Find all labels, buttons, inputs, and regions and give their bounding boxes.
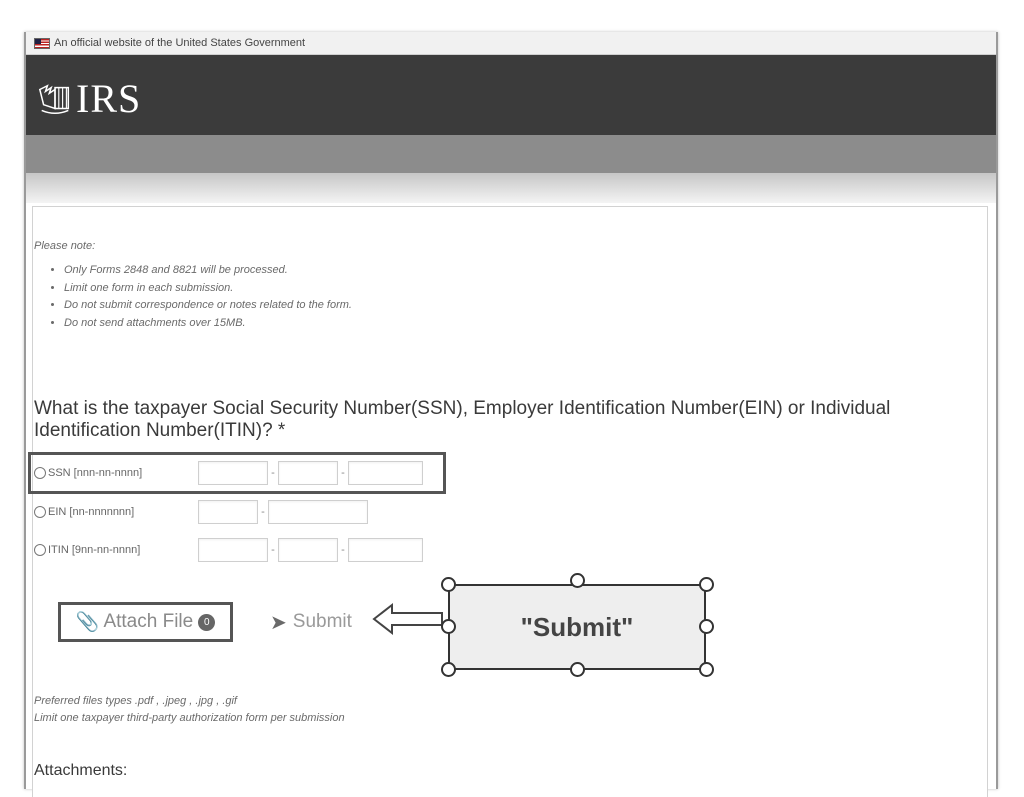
note-item: • Only Forms 2848 and 8821 will be processed.: [64, 262, 352, 280]
resize-handle: [441, 577, 456, 592]
resize-handle: [570, 573, 585, 588]
ssn-highlight-box: [28, 452, 446, 494]
resize-handle: [699, 619, 714, 634]
resize-handle: [699, 662, 714, 677]
itin-label: ITIN [9nn-nn-nnnn]: [48, 544, 141, 556]
callout-label: "Submit": [520, 611, 634, 642]
note-item: • Do not submit correspondence or notes related to the form.: [64, 297, 352, 315]
note-title: Please note:: [34, 240, 96, 252]
ein-label: EIN [nn-nnnnnnn]: [48, 506, 135, 518]
nav-bar: [26, 135, 996, 173]
irs-logo[interactable]: [36, 75, 141, 122]
itin-radio[interactable]: [34, 544, 46, 556]
ein-part1-input[interactable]: [198, 500, 258, 524]
taxpayer-id-question: What is the taxpayer Social Security Number(SSN), Employer Identification Number(EIN) or Individual Identification Number(ITIN)? *: [34, 398, 891, 441]
note-item: • Do not send attachments over 15MB.: [64, 315, 352, 333]
itin-part3-input[interactable]: [348, 538, 423, 562]
ssn-label: SSN [nnn-nn-nnnn]: [48, 467, 143, 479]
ein-row: [34, 497, 368, 527]
note-item: • Limit one form in each submission.: [64, 280, 352, 298]
submit-button[interactable]: [270, 605, 352, 639]
eagle-icon: [36, 80, 74, 118]
note-list: [34, 262, 352, 332]
attach-file-button[interactable]: [58, 602, 233, 642]
dash-separator: -: [341, 544, 345, 556]
ein-radio[interactable]: [34, 506, 46, 518]
file-types-note: Preferred files types .pdf , .jpeg , .jpg , .gif: [34, 695, 237, 707]
gov-banner: [26, 32, 996, 55]
irs-wordmark: IRS: [76, 76, 142, 121]
dash-separator: -: [261, 506, 265, 518]
nav-bar-shadow: [26, 173, 996, 203]
dash-separator: -: [271, 544, 275, 556]
dash-separator: -: [341, 467, 345, 479]
paper-plane-icon: ➤: [270, 611, 287, 634]
left-arrow-icon: [372, 602, 444, 636]
file-notes: [34, 693, 345, 727]
submit-callout-box: [448, 584, 706, 670]
paperclip-icon: 📎: [75, 612, 100, 633]
ein-part2-input[interactable]: [268, 500, 368, 524]
attachments-heading: Attachments:: [34, 762, 128, 779]
itin-part2-input[interactable]: [278, 538, 338, 562]
submit-label: Submit: [292, 611, 352, 632]
dash-separator: -: [271, 467, 275, 479]
itin-part1-input[interactable]: [198, 538, 268, 562]
site-header: [26, 55, 996, 135]
resize-handle: [570, 662, 585, 677]
attach-file-label: Attach File: [103, 611, 194, 632]
resize-handle: [441, 619, 456, 634]
resize-handle: [441, 662, 456, 677]
itin-row: [34, 535, 423, 565]
resize-handle: [699, 577, 714, 592]
submission-limit-note: Limit one taxpayer third-party authorization form per submission: [34, 712, 345, 724]
us-flag-icon: [34, 38, 50, 49]
gov-banner-text: An official website of the United States Government: [54, 37, 306, 49]
attachment-count-badge: 0: [198, 614, 215, 631]
